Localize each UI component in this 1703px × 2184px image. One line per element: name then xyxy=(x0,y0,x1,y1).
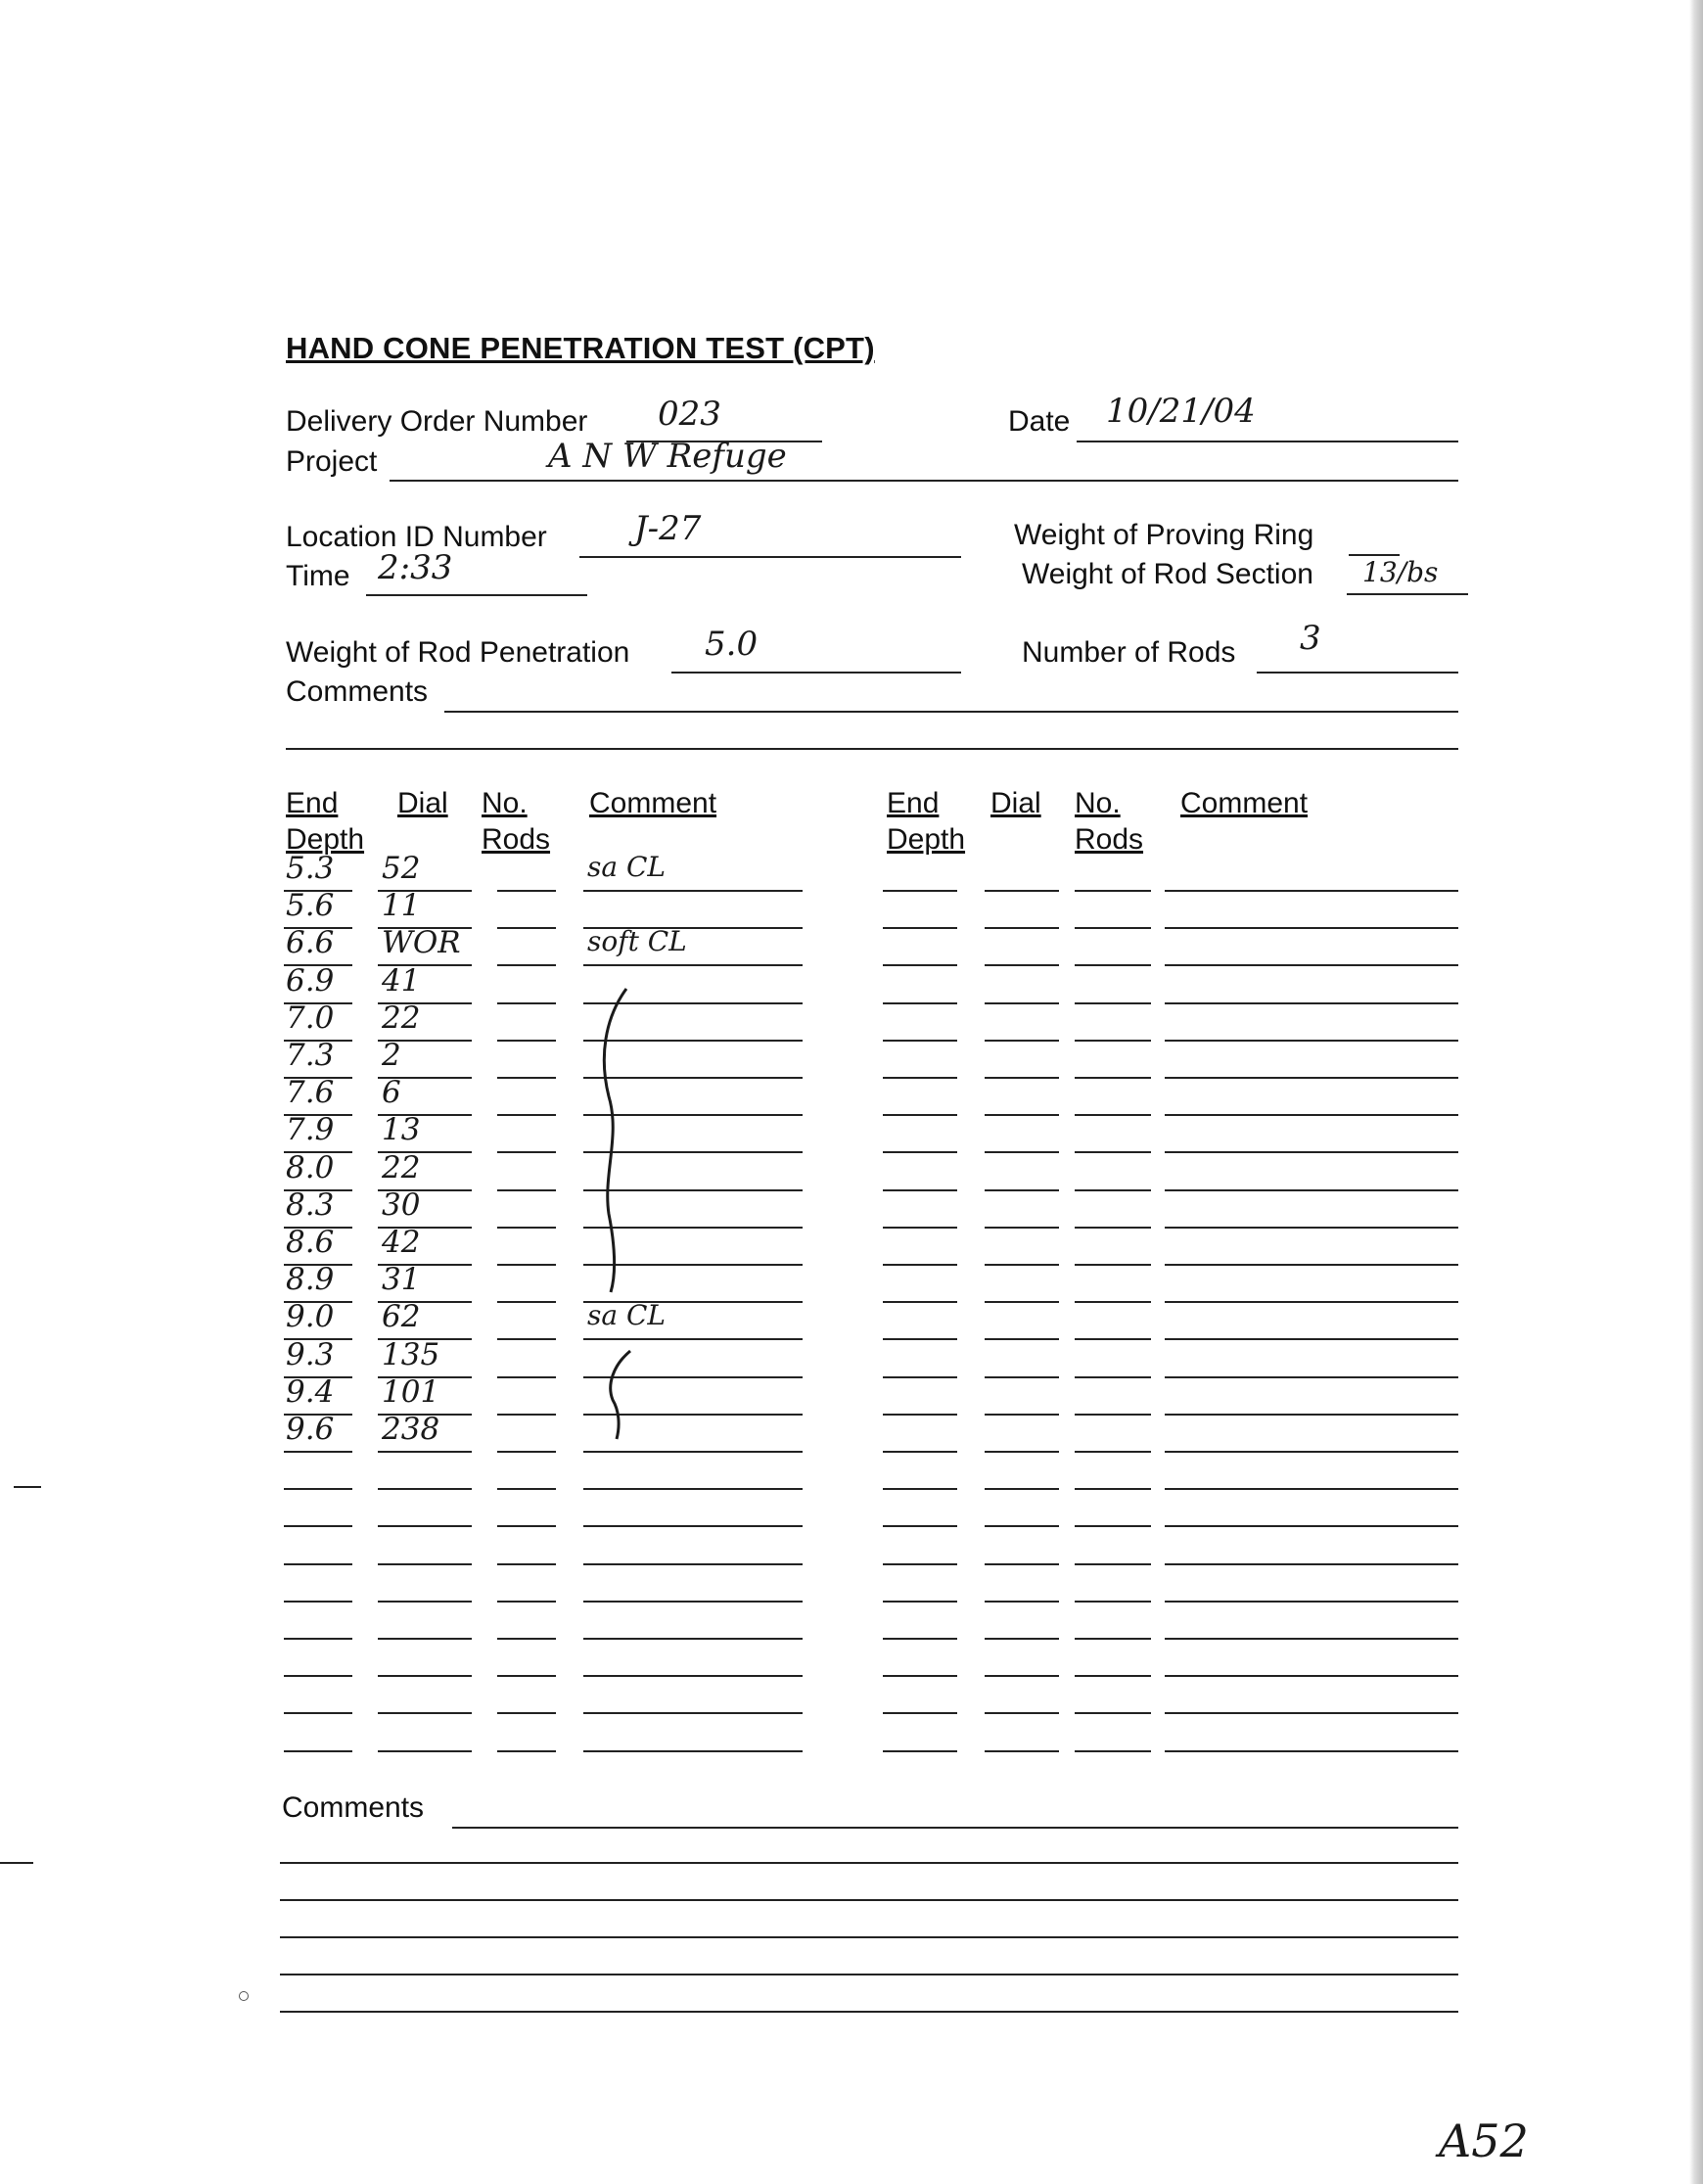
dial-cell[interactable]: 31 xyxy=(382,1262,421,1297)
dial-cell[interactable]: 22 xyxy=(382,1150,421,1185)
end-depth-cell[interactable]: 5.3 xyxy=(286,851,335,886)
dial-cell[interactable]: 238 xyxy=(382,1412,440,1447)
margin-tick-2 xyxy=(0,1862,33,1864)
number-of-rods-label: Number of Rods xyxy=(1022,636,1236,669)
end-depth-cell[interactable]: 7.3 xyxy=(286,1038,335,1073)
header-end-depth-left: End Depth xyxy=(286,787,365,856)
end-depth-cell[interactable]: 8.9 xyxy=(286,1262,335,1297)
header-dial-left: Dial xyxy=(397,787,448,819)
location-id-value[interactable]: J-27 xyxy=(634,509,702,548)
footer-comments-label: Comments xyxy=(282,1791,425,1824)
end-depth-cell[interactable]: 9.3 xyxy=(286,1337,335,1372)
end-depth-cell[interactable]: 5.6 xyxy=(286,888,335,923)
end-depth-cell[interactable]: 9.6 xyxy=(286,1412,335,1447)
time-label: Time xyxy=(286,560,350,592)
date-value[interactable]: 10/21/04 xyxy=(1106,392,1256,431)
header-dial-right: Dial xyxy=(990,787,1041,819)
end-depth-cell[interactable]: 7.0 xyxy=(286,1000,335,1036)
project-label: Project xyxy=(286,445,378,478)
end-depth-cell[interactable]: 9.4 xyxy=(286,1374,335,1410)
number-of-rods-value[interactable]: 3 xyxy=(1300,619,1321,658)
rod-penetration-value[interactable]: 5.0 xyxy=(705,625,759,664)
header-no-rods-right: No. Rods xyxy=(1075,787,1144,856)
end-depth-cell[interactable]: 7.9 xyxy=(286,1112,335,1147)
dial-cell[interactable]: 62 xyxy=(382,1299,421,1334)
comment-cell[interactable]: sa CL xyxy=(587,1299,666,1331)
proving-ring-label: Weight of Proving Ring xyxy=(1014,519,1314,551)
project-value[interactable]: A N W Refuge xyxy=(548,437,787,476)
dial-cell[interactable]: 30 xyxy=(382,1187,421,1223)
end-depth-cell[interactable]: 8.6 xyxy=(286,1225,335,1260)
end-depth-cell[interactable]: 7.6 xyxy=(286,1075,335,1110)
header-end-depth-right: End Depth xyxy=(887,787,966,856)
header-no-rods-left: No. Rods xyxy=(482,787,551,856)
dial-cell[interactable]: 2 xyxy=(382,1038,401,1073)
end-depth-cell[interactable]: 6.6 xyxy=(286,925,335,960)
rod-section-value[interactable]: 13/bs xyxy=(1362,556,1439,588)
comment-cell[interactable]: sa CL xyxy=(587,851,666,883)
rod-penetration-label: Weight of Rod Penetration xyxy=(286,636,630,669)
end-depth-cell[interactable]: 8.3 xyxy=(286,1187,335,1223)
continuation-brace-2 xyxy=(611,1351,630,1439)
time-value[interactable]: 2:33 xyxy=(378,548,453,587)
rod-section-label: Weight of Rod Section xyxy=(1022,558,1313,590)
dial-cell[interactable]: 41 xyxy=(382,963,421,999)
page-mark: A52 xyxy=(1439,2114,1529,2167)
date-label: Date xyxy=(1008,405,1071,438)
delivery-order-label: Delivery Order Number xyxy=(286,405,588,438)
continuation-brace-1 xyxy=(604,989,626,1292)
dial-cell[interactable]: 11 xyxy=(382,888,421,923)
dial-cell[interactable]: WOR xyxy=(382,925,461,960)
header-comment-right: Comment xyxy=(1180,787,1309,819)
location-id-label: Location ID Number xyxy=(286,521,547,553)
scan-edge xyxy=(1689,0,1703,2184)
form-title: HAND CONE PENETRATION TEST (CPT) xyxy=(286,331,875,365)
punch-mark xyxy=(239,1991,249,2001)
comment-bracket-marks xyxy=(587,979,646,1449)
end-depth-cell[interactable]: 9.0 xyxy=(286,1299,335,1334)
dial-cell[interactable]: 135 xyxy=(382,1337,440,1372)
margin-tick-1 xyxy=(14,1486,41,1488)
dial-cell[interactable]: 13 xyxy=(382,1112,421,1147)
dial-cell[interactable]: 6 xyxy=(382,1075,401,1110)
end-depth-cell[interactable]: 6.9 xyxy=(286,963,335,999)
comment-cell[interactable]: soft CL xyxy=(587,925,687,957)
header-comment-left: Comment xyxy=(589,787,717,819)
dial-cell[interactable]: 52 xyxy=(382,851,421,886)
end-depth-cell[interactable]: 8.0 xyxy=(286,1150,335,1185)
dial-cell[interactable]: 101 xyxy=(382,1374,440,1410)
delivery-order-value[interactable]: 023 xyxy=(658,395,721,434)
comments-label: Comments xyxy=(286,675,429,708)
dial-cell[interactable]: 42 xyxy=(382,1225,421,1260)
dial-cell[interactable]: 22 xyxy=(382,1000,421,1036)
